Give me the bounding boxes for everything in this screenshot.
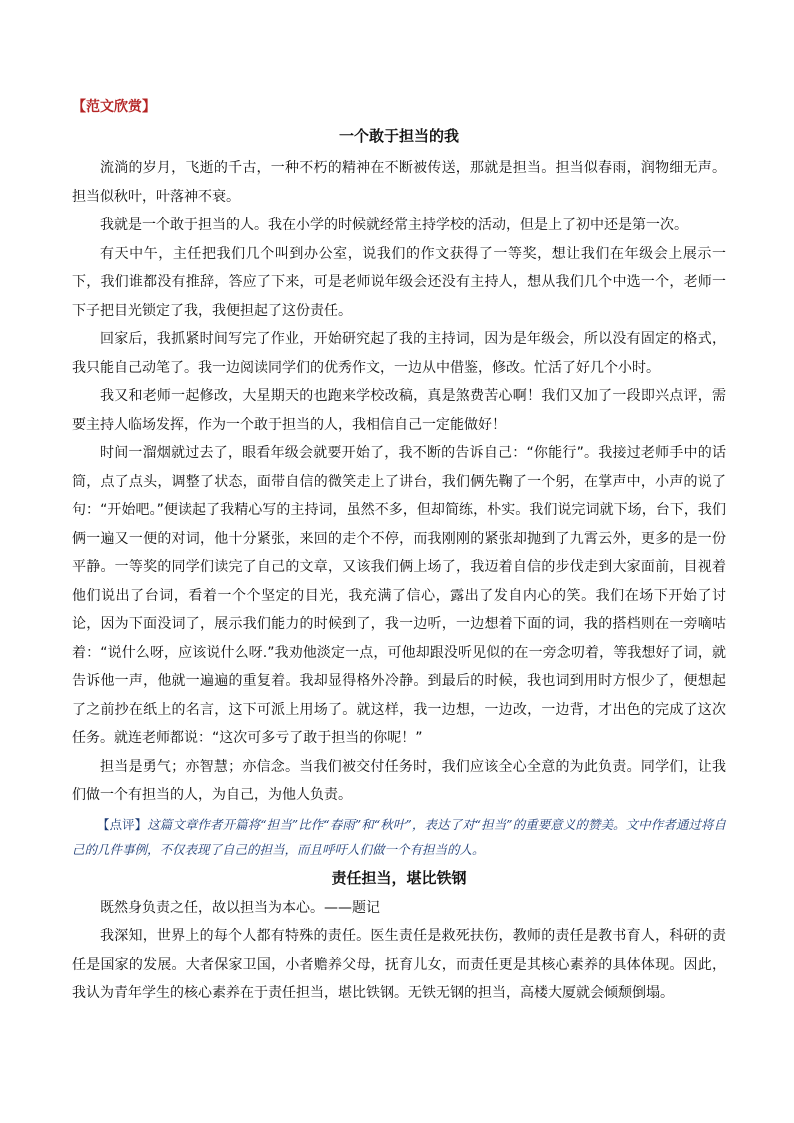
essay1-paragraph: 时间一溜烟就过去了，眼看年级会就要开始了，我不断的告诉自己：“你能行”。我接过老师手中的话筒，点了点头，调整了状态，面带自信的微笑走上了讲台，我们俩先鞠了一个躬，在掌声中，小声的说了句：“开始吧。”便读起了我精心写的主持词，虽然不多，但却简练，朴实。我们说完词就下场，台下，我们俩一遍又一便的对词，他十分紧张，来回的走个不停，而我刚刚的紧张却抛到了九霄云外，更多的是一份平静。一等奖的同学们读完了自己的文章，又该我们俩上场了，我迈着自信的步伐走到大家面前，目视着他们说出了台词，看着一个个坚定的目光，我充满了信心，露出了发自内心的笑。我们在场下开始了讨论，因为下面没词了，展示我们能力的时候到了，我一边听，一边想着下面的词，我的搭档则在一旁嘀咕着：“说什么呀，应该说什么呀.”我劝他淡定一点，可他却跟没听见似的在一旁念叨着，等我想好了词，就告诉他一声，他就一遍遍的重复着。我却显得格外冷静。到最后的时候，我也词到用时方恨少了，便想起了之前抄在纸上的名言，这下可派上用场了。就这样，我一边想，一边改，一边背，才出色的完成了这次任务。就连老师都说：“这次可多亏了敢于担当的你呢！” <box>72 445 726 746</box>
comment-tag: 【点评】 <box>97 816 148 832</box>
essay2-title: 责任担当，堪比铁钢 <box>331 868 467 887</box>
document-page <box>72 96 726 1008</box>
essay1-comment <box>72 812 726 862</box>
essay1-title: 一个敢于担当的我 <box>338 127 459 145</box>
essay1-paragraph: 流淌的岁月，飞逝的千古，一种不朽的精神在不断被传送，那就是担当。担当似春雨，润物细无声。担当似秋叶，叶落神不衰。 <box>72 160 726 205</box>
essay1-paragraph: 我又和老师一起修改，大星期天的也跑来学校改稿，真是煞费苦心啊！我们又加了一段即兴点评，需要主持人临场发挥，作为一个敢于担当的人，我相信自己一定能做好！ <box>72 388 726 433</box>
essay2-paragraph: 我深知，世界上的每个人都有特殊的责任。医生责任是救死扶伤，教师的责任是教书育人，科研的责任是国家的发展。大者保家卫国，小者赡养父母，抚育儿女，而责任更是其核心素养的具体体现。因此，我认为青年学生的核心素养在于责任担当，堪比铁钢。无铁无钢的担当，高楼大厦就会倾颓倒塌。 <box>72 928 726 1001</box>
essay1-paragraph: 回家后，我抓紧时间写完了作业，开始研究起了我的主持词，因为是年级会，所以没有固定的格式，我只能自己动笔了。我一边阅读同学们的优秀作文，一边从中借鉴，修改。忙活了好几个小时。 <box>72 331 726 376</box>
essay1-paragraph: 有天中午，主任把我们几个叫到办公室，说我们的作文获得了一等奖，想让我们在年级会上展示一下，我们谁都没有推辞，答应了下来，可是老师说年级会还没有主持人，想从我们几个中选一个，老师一下子把目光锁定了我，我便担起了这份责任。 <box>72 245 726 319</box>
essay1-paragraph: 担当是勇气；亦智慧；亦信念。当我们被交付任务时，我们应该全心全意的为此负责。同学们，让我们做一个有担当的人，为自己，为他人负责。 <box>72 758 726 803</box>
essay2-paragraph: 既然身负责之任，故以担当为本心。——题记 <box>100 899 380 916</box>
section-tag: 【范文欣赏】 <box>72 99 156 115</box>
comment-text: 这篇文章作者开篇将“担当”比作“春雨”和“秋叶”，表达了对“担当”的重要意义的赞美。文中作者通过将自己的几件事例，不仅表现了自己的担当，而且呼吁人们做一个有担当的人。 <box>72 816 726 857</box>
essay1-paragraph: 我就是一个敢于担当的人。我在小学的时候就经常主持学校的活动，但是上了初中还是第一次。 <box>100 217 688 233</box>
